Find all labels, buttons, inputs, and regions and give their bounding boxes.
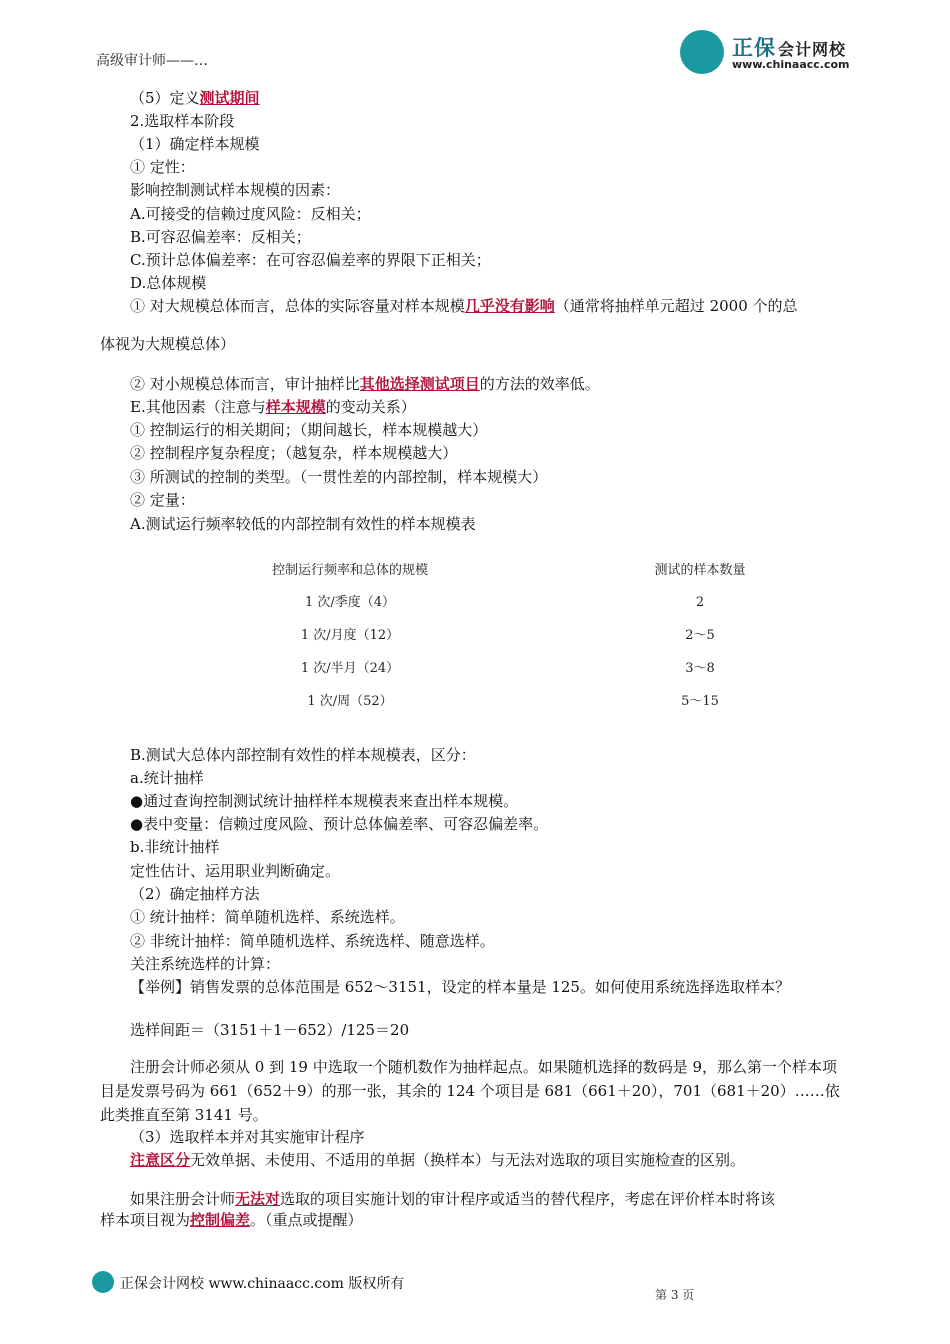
table-cell: 1 次/半月（24）: [300, 661, 400, 676]
paragraph-random-start: 注册会计师必须从 0 到 19 中选取一个随机数作为抽样起点。如果随机选择的数码是 9，那么第一个样本项目是发票号码为 661（652＋9）的那一张，其余的 124 个项目是 681（661＋20），701（681＋20）……依此类推直至第 3141 号。: [100, 1058, 840, 1124]
brand-logo: [680, 30, 880, 76]
footer-logo-icon: [92, 1271, 114, 1293]
logo-title-sub: 会计网校: [778, 40, 847, 59]
line-factor-d: D.总体规模: [130, 274, 207, 292]
line-table-b-title: B.测试大总体内部控制有效性的样本规模表，区分：: [130, 746, 476, 764]
text: 的方法的效率低。: [479, 375, 600, 393]
line-large-population-cut: [100, 335, 236, 354]
text: 样本项目视为: [100, 1211, 191, 1229]
line-factor-c: C.预计总体偏差率：在可容忍偏差率的界限下正相关；: [130, 251, 491, 269]
line-small-population: [130, 374, 600, 394]
table-cell: 1 次/周（52）: [307, 694, 393, 709]
line-method-statistical: ① 统计抽样：简单随机选样、系统选样。: [130, 908, 405, 926]
line-select-and-perform: （3）选取样本并对其实施审计程序: [130, 1128, 365, 1146]
text: ② 对小规模总体而言，审计抽样比: [130, 375, 360, 393]
text: E.其他因素（注意与: [130, 398, 266, 416]
line-factor-e1: ① 控制运行的相关期间；（期间越长，样本规模越大）: [130, 421, 488, 439]
line-factor-e3: ③ 所测试的控制的类型。（一贯性差的内部控制，样本规模大）: [130, 468, 548, 486]
line-factor-a: A.可接受的信赖过度风险：反相关；: [130, 205, 371, 223]
line-statistical-1: ●通过查询控制测试统计抽样样本规模表来查出样本规模。: [130, 792, 519, 810]
line-interval-formula: 选样间距＝（3151＋1－652）/125＝20: [130, 1021, 410, 1039]
line-factor-e: [130, 397, 416, 417]
logo-url: www.chinaacc.com: [732, 58, 850, 71]
table-cell: 2～5: [685, 628, 715, 643]
line-factors: 影响控制测试样本规模的因素：: [130, 181, 341, 199]
text: （通常将抽样单元超过 2000 个的总: [554, 297, 798, 315]
emphasis: 控制偏差: [190, 1211, 251, 1229]
line-sample-size: （1）确定样本规模: [130, 135, 260, 153]
table-cell: 2: [695, 595, 705, 610]
text: 的变动关系）: [325, 398, 416, 416]
line-method-non-statistical: ② 非统计抽样：简单随机选样、系统选样、随意选样。: [130, 932, 495, 950]
line-non-statistical-1: 定性估计、运用职业判断确定。: [130, 862, 341, 880]
text: 体视为大规模总体）: [100, 335, 236, 353]
emphasis: 测试期间: [199, 89, 260, 107]
line-distinguish: [130, 1150, 745, 1170]
line-sampling-method: （2）确定抽样方法: [130, 885, 260, 903]
emphasis: 样本规模: [265, 398, 326, 416]
table-cell: 3～8: [685, 661, 715, 676]
line-statistical: a.统计抽样: [130, 769, 204, 787]
text: ① 对大规模总体而言，总体的实际容量对样本规模: [130, 297, 465, 315]
emphasis: 其他选择测试项目: [359, 375, 480, 393]
line-select-stage: 2.选取样本阶段: [130, 112, 235, 130]
text: （5）定义: [130, 89, 200, 107]
footer-copyright: 正保会计网校 www.chinaacc.com 版权所有: [120, 1276, 405, 1292]
line-example: 【举例】销售发票的总体范围是 652～3151，设定的样本量是 125。如何使用系统选择选取样本？: [130, 978, 790, 996]
logo-title-main: 正保: [732, 36, 776, 60]
emphasis: 几乎没有影响: [464, 297, 555, 315]
emphasis: 注意区分: [130, 1151, 191, 1169]
logo-emblem-icon: [680, 30, 724, 74]
table-cell: 1 次/月度（12）: [300, 628, 400, 643]
table-cell: 1 次/季度（4）: [304, 595, 396, 610]
text: 如果注册会计师: [130, 1190, 236, 1208]
line-table-a-title: A.测试运行频率较低的内部控制有效性的样本规模表: [130, 515, 476, 533]
header-cut-text: 高级审计师——…: [96, 53, 208, 69]
line-statistical-2: ●表中变量：信赖过度风险、预计总体偏差率、可容忍偏差率。: [130, 815, 549, 833]
line-unable-check-cut: [130, 1186, 776, 1208]
line-systematic-note: 关注系统选样的计算：: [130, 955, 281, 973]
table-header-sample-count: 测试的样本数量: [654, 563, 746, 578]
line-quantitative: ② 定量：: [130, 491, 195, 509]
text: 无效单据、未使用、不适用的单据（换样本）与无法对选取的项目实施检查的区别。: [190, 1151, 746, 1169]
emphasis: 无法对: [235, 1190, 281, 1208]
page-footer: [92, 1270, 452, 1296]
page-number: 第 3 页: [655, 1288, 695, 1302]
line-large-population: [130, 296, 798, 326]
line-qualitative: ① 定性：: [130, 158, 195, 176]
line-non-statistical: b.非统计抽样: [130, 838, 220, 856]
line-define-period: [130, 88, 260, 108]
text: 。（重点或提醒）: [250, 1211, 363, 1229]
line-factor-b: B.可容忍偏差率：反相关；: [130, 228, 311, 246]
line-factor-e2: ② 控制程序复杂程度；（越复杂，样本规模越大）: [130, 444, 458, 462]
table-cell: 5～15: [681, 694, 719, 709]
table-header-frequency: 控制运行频率和总体的规模: [271, 563, 428, 578]
text: 选取的项目实施计划的审计程序或适当的替代程序，考虑在评价样本时将该: [280, 1190, 776, 1208]
line-control-deviation-cut: [100, 1211, 363, 1229]
